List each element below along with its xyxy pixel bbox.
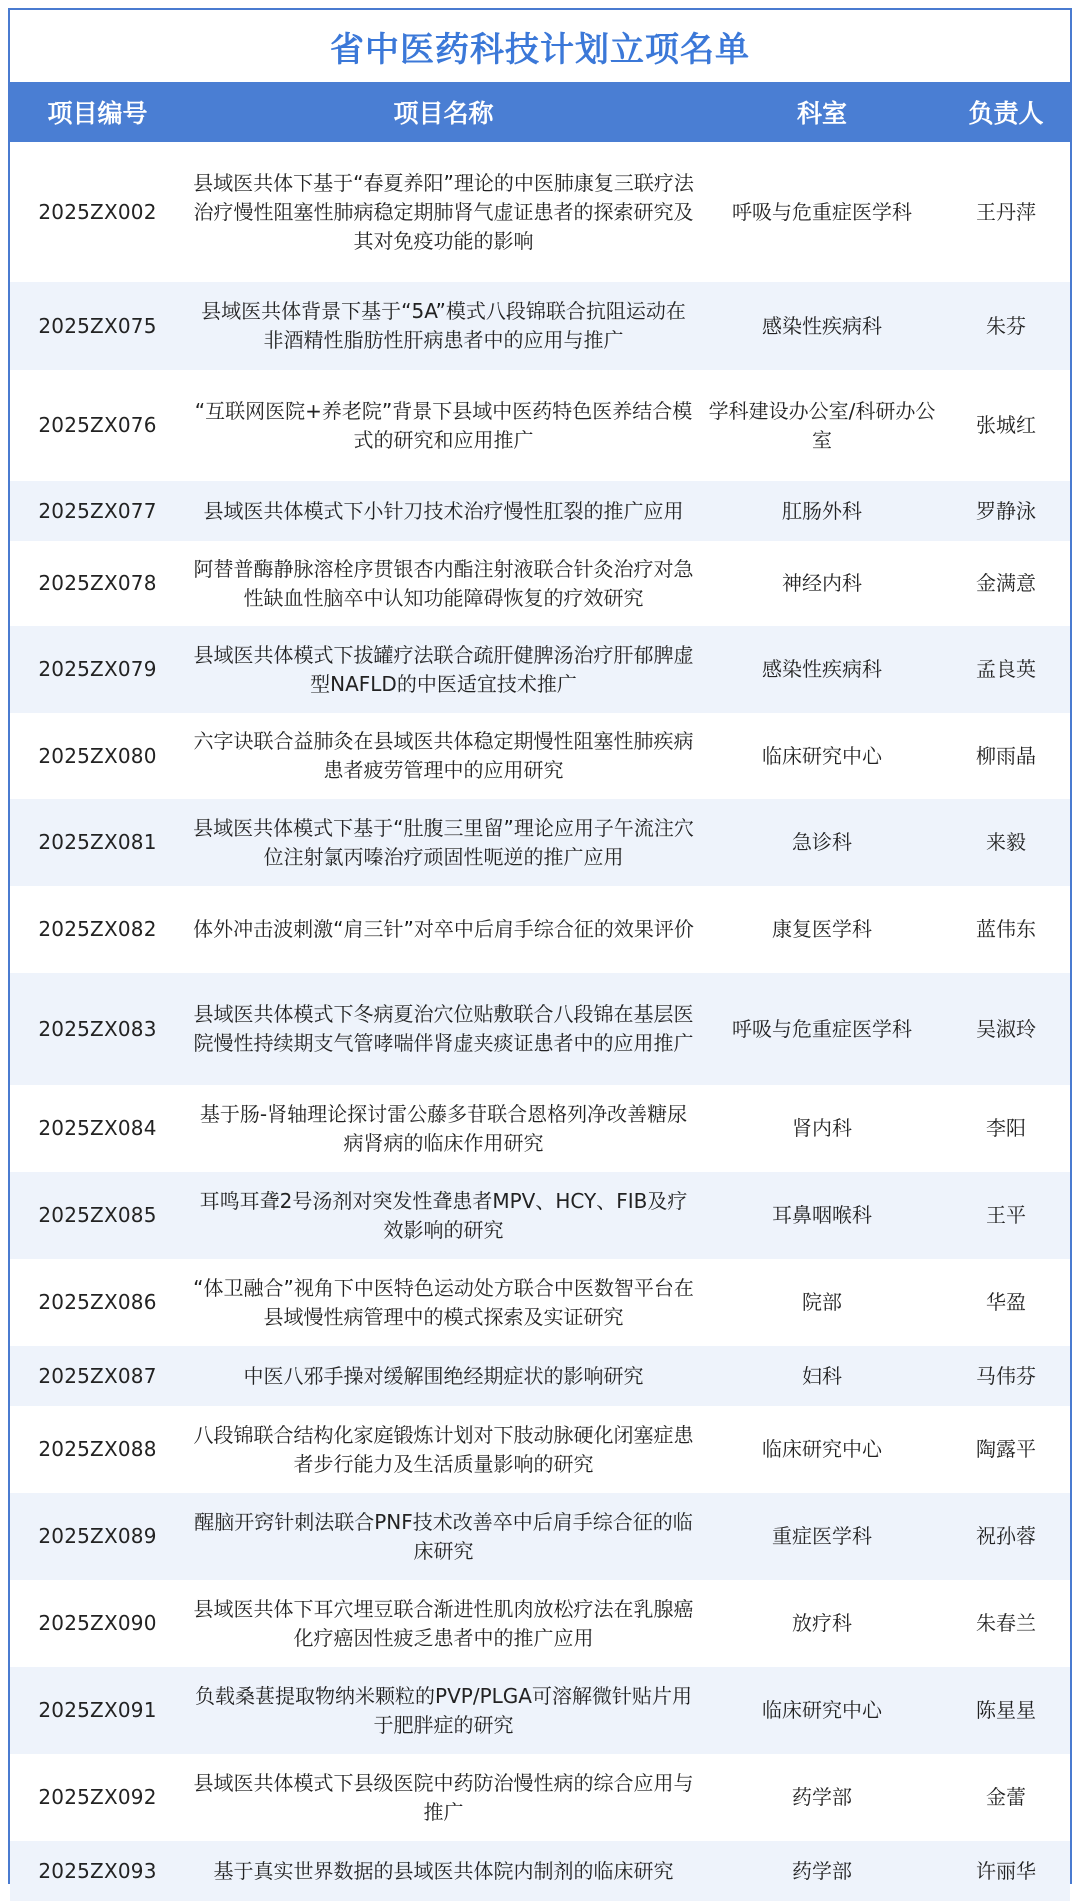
project-code-cell: 2025ZX082 <box>38 917 157 941</box>
lead-person-cell: 吴淑玲 <box>976 1016 1036 1041</box>
table-body <box>10 142 1070 1901</box>
lead-person-cell: 许丽华 <box>976 1858 1036 1883</box>
project-name-cell: 醒脑开窍针刺法联合PNF技术改善卒中后肩手综合征的临床研究 <box>194 1509 693 1563</box>
department-cell: 肛肠外科 <box>782 498 862 523</box>
table-row <box>10 1493 1070 1580</box>
project-name-cell: 体外冲击波刺激“肩三针”对卒中后肩手综合征的效果评价 <box>193 917 694 941</box>
table-row <box>10 142 1070 282</box>
table-row <box>10 1259 1070 1346</box>
project-name-cell: 县域医共体模式下拔罐疗法联合疏肝健脾汤治疗肝郁脾虚型NAFLD的中医适宜技术推广 <box>193 642 694 696</box>
lead-person-cell: 来毅 <box>986 830 1026 854</box>
page-title: 省中医药科技计划立项名单 <box>330 29 750 70</box>
table-row <box>10 1085 1070 1172</box>
department-cell: 药学部 <box>792 1785 852 1809</box>
department-cell: 呼吸与危重症医学科 <box>732 1016 912 1041</box>
lead-person-cell: 陶露平 <box>976 1437 1036 1461</box>
lead-person-cell: 张城红 <box>976 413 1036 437</box>
table-row <box>10 370 1070 481</box>
project-code-cell: 2025ZX077 <box>38 498 157 523</box>
project-code-cell: 2025ZX093 <box>38 1858 157 1883</box>
department-cell: 神经内科 <box>782 571 862 595</box>
project-name-cell: “体卫融合”视角下中医特色运动处方联合中医数智平台在县域慢性病管理中的模式探索及实证研究 <box>193 1275 694 1329</box>
project-name-cell: 中医八邪手操对缓解围绝经期症状的影响研究 <box>243 1363 644 1388</box>
project-name-cell: 县域医共体模式下县级医院中药防治慢性病的综合应用与推广 <box>193 1770 694 1824</box>
lead-person-cell: 陈星星 <box>976 1698 1036 1722</box>
department-cell: 急诊科 <box>792 830 852 854</box>
project-name-cell: 阿替普酶静脉溶栓序贯银杏内酯注射液联合针灸治疗对急性缺血性脑卒中认知功能障碍恢复的疗效研究 <box>193 556 694 610</box>
project-code-cell: 2025ZX075 <box>38 313 157 338</box>
department-cell: 重症医学科 <box>772 1524 872 1548</box>
project-table <box>10 82 1070 1901</box>
table-row <box>10 626 1070 713</box>
project-name-cell: 耳鸣耳聋2号汤剂对突发性聋患者MPV、HCY、FIB及疗效影响的研究 <box>199 1188 688 1242</box>
table-row <box>10 799 1070 886</box>
department-cell: 放疗科 <box>792 1611 852 1635</box>
lead-person-cell: 朱芬 <box>986 313 1026 338</box>
department-cell: 耳鼻咽喉科 <box>772 1203 872 1227</box>
project-code-cell: 2025ZX091 <box>38 1698 157 1722</box>
lead-person-cell: 金满意 <box>976 571 1036 595</box>
project-name-cell: 基于真实世界数据的县域医共体院内制剂的临床研究 <box>213 1858 674 1883</box>
project-code-cell: 2025ZX084 <box>38 1116 157 1140</box>
project-code-cell: 2025ZX083 <box>38 1016 157 1041</box>
project-name-cell: 县域医共体下基于“春夏养阳”理论的中医肺康复三联疗法治疗慢性阻塞性肺病稳定期肺肾气虚证患者的探索研究及其对免疫功能的影响 <box>193 170 694 253</box>
project-name-cell: 县域医共体下耳穴埋豆联合渐进性肌肉放松疗法在乳腺癌化疗癌因性疲乏患者中的推广应用 <box>193 1596 694 1650</box>
project-code-cell: 2025ZX002 <box>38 199 157 224</box>
project-code-cell: 2025ZX081 <box>38 830 157 854</box>
department-cell: 临床研究中心 <box>762 1698 882 1722</box>
lead-person-cell: 华盈 <box>986 1290 1026 1314</box>
project-code-cell: 2025ZX080 <box>38 743 157 768</box>
project-code-cell: 2025ZX092 <box>38 1785 157 1809</box>
department-cell: 呼吸与危重症医学科 <box>732 199 912 224</box>
lead-person-cell: 王丹萍 <box>976 199 1036 224</box>
project-code-cell: 2025ZX076 <box>38 413 157 437</box>
table-row <box>10 886 1070 973</box>
department-cell: 感染性疾病科 <box>762 657 882 681</box>
project-name-cell: 县域医共体模式下冬病夏治穴位贴敷联合八段锦在基层医院慢性持续期支气管哮喘伴肾虚夹痰证患者中的应用推广 <box>193 1002 694 1055</box>
project-name-cell: 六字诀联合益肺灸在县域医共体稳定期慢性阻塞性肺疾病患者疲劳管理中的应用研究 <box>193 729 694 782</box>
lead-person-cell: 王平 <box>986 1203 1026 1227</box>
table-row <box>10 1841 1070 1901</box>
department-cell: 临床研究中心 <box>762 743 882 768</box>
project-code-cell: 2025ZX078 <box>38 571 157 595</box>
table-row <box>10 1754 1070 1841</box>
column-header-lead: 负责人 <box>968 99 1044 128</box>
table-row <box>10 713 1070 799</box>
department-cell: 妇科 <box>802 1363 842 1388</box>
lead-person-cell: 祝孙蓉 <box>976 1524 1036 1548</box>
column-header-dept: 科室 <box>796 99 847 128</box>
table-row <box>10 481 1070 541</box>
lead-person-cell: 罗静泳 <box>976 498 1036 523</box>
lead-person-cell: 朱春兰 <box>976 1611 1036 1635</box>
project-name-cell: 县域医共体背景下基于“5A”模式八段锦联合抗阻运动在非酒精性脂肪性肝病患者中的应用与推广 <box>201 299 686 352</box>
title-bar <box>10 10 1070 82</box>
project-code-cell: 2025ZX079 <box>38 657 157 681</box>
project-code-cell: 2025ZX089 <box>38 1524 157 1548</box>
table-row <box>10 282 1070 370</box>
department-cell: 学科建设办公室/科研办公室 <box>708 398 936 452</box>
lead-person-cell: 马伟芬 <box>976 1363 1036 1388</box>
project-name-cell: “互联网医院+养老院”背景下县域中医药特色医养结合模式的研究和应用推广 <box>194 398 693 452</box>
department-cell: 药学部 <box>792 1858 852 1883</box>
lead-person-cell: 孟良英 <box>976 657 1036 681</box>
department-cell: 院部 <box>802 1290 842 1314</box>
lead-person-cell: 李阳 <box>986 1116 1026 1140</box>
project-code-cell: 2025ZX087 <box>38 1363 157 1388</box>
table-row <box>10 973 1070 1085</box>
table-row <box>10 1172 1070 1259</box>
column-header-code: 项目编号 <box>47 99 148 128</box>
project-name-cell: 负载桑葚提取物纳米颗粒的PVP/PLGA可溶解微针贴片用于肥胖症的研究 <box>195 1683 692 1737</box>
lead-person-cell: 蓝伟东 <box>976 917 1036 941</box>
project-code-cell: 2025ZX088 <box>38 1437 157 1461</box>
project-code-cell: 2025ZX086 <box>38 1290 157 1314</box>
table-row <box>10 1580 1070 1667</box>
project-name-cell: 八段锦联合结构化家庭锻炼计划对下肢动脉硬化闭塞症患者步行能力及生活质量影响的研究 <box>193 1422 694 1476</box>
table-row <box>10 541 1070 626</box>
project-code-cell: 2025ZX090 <box>38 1611 157 1635</box>
project-list-sheet <box>8 8 1072 1884</box>
lead-person-cell: 金蕾 <box>986 1785 1026 1809</box>
table-header-row <box>10 82 1070 142</box>
table-row <box>10 1346 1070 1406</box>
department-cell: 康复医学科 <box>772 917 872 941</box>
lead-person-cell: 柳雨晶 <box>976 743 1036 768</box>
project-name-cell: 县域医共体模式下小针刀技术治疗慢性肛裂的推广应用 <box>203 498 684 523</box>
column-header-name: 项目名称 <box>393 99 494 128</box>
project-code-cell: 2025ZX085 <box>38 1203 157 1227</box>
table-row <box>10 1406 1070 1493</box>
project-name-cell: 县域医共体模式下基于“肚腹三里留”理论应用子午流注穴位注射氯丙嗪治疗顽固性呃逆的推广应用 <box>193 815 694 869</box>
department-cell: 肾内科 <box>792 1116 852 1140</box>
department-cell: 临床研究中心 <box>762 1437 882 1461</box>
department-cell: 感染性疾病科 <box>762 313 882 338</box>
project-name-cell: 基于肠-肾轴理论探讨雷公藤多苷联合恩格列净改善糖尿病肾病的临床作用研究 <box>199 1101 688 1155</box>
table-row <box>10 1667 1070 1754</box>
